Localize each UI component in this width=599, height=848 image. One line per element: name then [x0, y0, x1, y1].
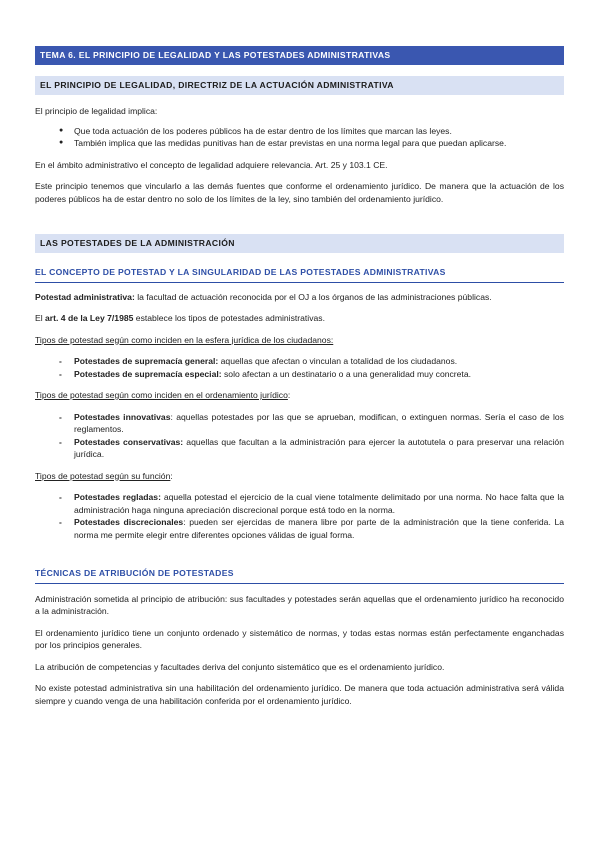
list-item — [59, 355, 564, 368]
group-title-esfera: Tipos de potestad según como inciden en la esfera jurídica de los ciudadanos: — [35, 334, 334, 345]
section-heading-potestades: LAS POTESTADES DE LA ADMINISTRACIÓN — [35, 234, 564, 253]
list-item — [59, 411, 564, 436]
group-title-colon: : — [170, 470, 173, 481]
subheading-concepto-potestad: EL CONCEPTO DE POTESTAD Y LA SINGULARIDAD DE LAS POTESTADES ADMINISTRATIVAS — [35, 266, 564, 283]
list-item: ● Que toda actuación de los poderes públicos ha de estar dentro de los límites que marcan las leyes. — [59, 125, 564, 138]
subheading-tecnicas-atribucion: TÉCNICAS DE ATRIBUCIÓN DE POTESTADES — [35, 567, 564, 584]
dash-list-ordenamiento — [35, 411, 564, 461]
group-title-colon: : — [287, 390, 291, 400]
paragraph-atribucion: Administración sometida al principio de atribución: sus facultades y potestades serán aquellas que el ordenamiento jurídico ha reconocido a la administración. — [35, 593, 564, 616]
paragraph-intro: El principio de legalidad implica: — [35, 106, 158, 116]
term: Potestades discrecionales — [74, 517, 184, 527]
tema-title: TEMA 6. EL PRINCIPIO DE LEGALIDAD Y LAS POTESTADES ADMINISTRATIVAS — [35, 46, 564, 65]
document-content — [35, 46, 564, 707]
term-description: : aquellas potestades por las que se aprueban, modifican, o extinguen normas. Sería el caso de los reglamentos. — [74, 411, 564, 434]
term-description: : pueden ser ejercidas de manera libre por parte de la administración que la tiene conferida. La norma me permite elegir entre diferentes opciones válidas de igual forma. — [74, 517, 565, 540]
art-prefix: El — [35, 313, 46, 323]
term: Potestades innovativas — [74, 411, 171, 422]
dash-list-funcion — [35, 491, 564, 541]
paragraph-ambito: En el ámbito administrativo el concepto de legalidad adquiere relevancia. Art. 25 y 103.1 CE. — [35, 159, 388, 170]
list-item — [59, 491, 564, 516]
list-item — [59, 368, 564, 381]
group-title-text: Tipos de potestad según su función — [35, 470, 171, 481]
list-item — [59, 516, 564, 541]
paragraph-ordenamiento: El ordenamiento jurídico tiene un conjunto ordenado y sistemático de normas, y todas estas normas están perfectamente enganchadas por los principios generales. — [35, 627, 564, 650]
dash-list-esfera — [35, 355, 564, 380]
term: Potestades de supremacía general: — [74, 356, 219, 366]
paragraph-competencias: La atribución de competencias y facultades deriva del conjunto sistemático que es el ordenamiento jurídico. — [35, 661, 445, 672]
art-reference: art. 4 de la Ley 7/1985 — [45, 313, 134, 323]
term: Potestades de supremacía especial: — [74, 368, 222, 379]
term-description: solo afectan a un destinatario o a una generalidad muy concreta. — [221, 368, 471, 379]
group-title-text: Tipos de potestad según como inciden en el ordenamiento jurídico — [35, 390, 288, 400]
group-title-funcion — [35, 470, 564, 483]
term: Potestades conservativas: — [74, 436, 184, 447]
paragraph-art4 — [35, 312, 564, 325]
term-description: aquellas que afectan o vinculan a totalidad de los ciudadanos. — [218, 356, 458, 366]
term-potestad-administrativa: Potestad administrativa: — [35, 291, 135, 302]
term-description: aquella potestad el ejercicio de la cual viene totalmente delimitado por una norma. No hace falta que la administración haga ninguna apreciación discrecional porque está todo en la norma. — [74, 492, 565, 515]
paragraph-habilitacion: No existe potestad administrativa sin una habilitación del ordenamiento jurídico. De manera que toda actuación administrativa será válida siempre y cuando venga de una habilitación conferida por el ordenamiento jurídico. — [35, 683, 564, 706]
group-title-ordenamiento — [35, 389, 564, 402]
definition-text: la facultad de actuación reconocida por el OJ a los órganos de las administraciones públicas. — [134, 291, 492, 302]
section-heading-principio: EL PRINCIPIO DE LEGALIDAD, DIRECTRIZ DE LA ACTUACIÓN ADMINISTRATIVA — [35, 76, 564, 95]
list-item — [59, 436, 564, 461]
bullet-list-legalidad — [35, 125, 564, 150]
term: Potestades regladas: — [74, 492, 161, 502]
list-item: ● También implica que las medidas punitivas han de estar previstas en una norma legal para que puedan aplicarse. — [59, 137, 564, 150]
term-description: aquellas que facultan a la administración para ejercer la autotutela o para preservar una relación jurídica. — [74, 436, 564, 459]
paragraph-vincular: Este principio tenemos que vincularlo a las demás fuentes que conforme el ordenamiento jurídico. De manera que la actuación de los poderes públicos ha de estar dentro no solo de los límites de la ley, sino también del ordenamiento jurídico. — [35, 181, 564, 204]
art-suffix: establece los tipos de potestades administrativas. — [133, 313, 325, 323]
paragraph-definicion — [35, 291, 564, 304]
